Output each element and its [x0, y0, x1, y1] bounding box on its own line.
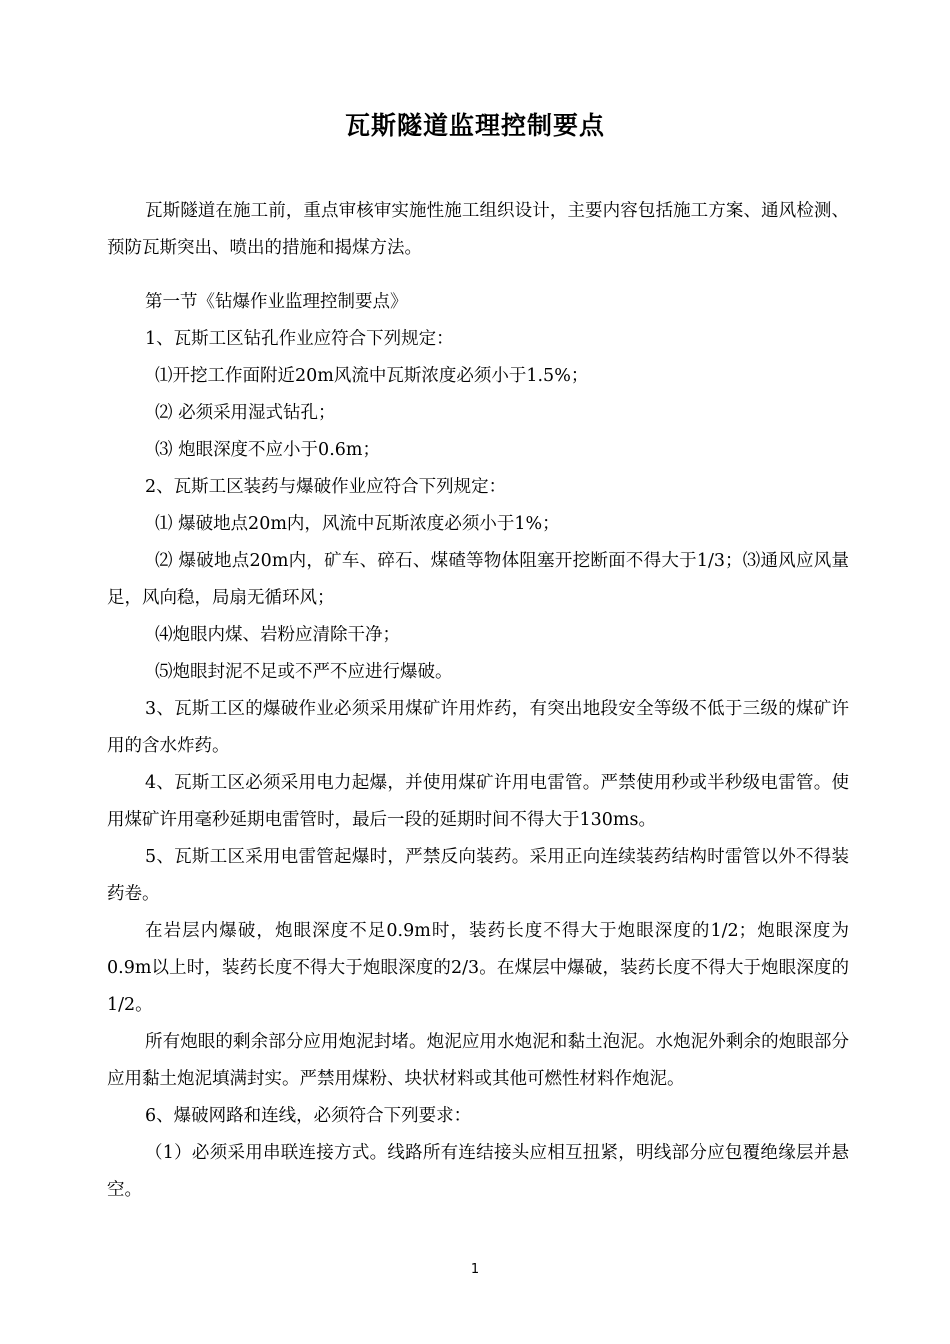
item-6-heading: 6、爆破网路和连线，必须符合下列要求： — [145, 1106, 472, 1126]
item-5-paragraph: 5、瓦斯工区采用电雷管起爆时，严禁反向装药。采用正向连续装药结构时雷管以外不得装药卷。 — [107, 847, 849, 904]
item-2-heading: 2、瓦斯工区装药与爆破作业应符合下列规定： — [145, 477, 507, 497]
item-3-paragraph: 3、瓦斯工区的爆破作业必须采用煤矿许用炸药，有突出地段安全等级不低于三级的煤矿许用的含水炸药。 — [107, 699, 849, 756]
item-2-sub-1: ⑴ 爆破地点20m内，风流中瓦斯浓度必须小于1%； — [155, 514, 560, 534]
item-1-heading: 1、瓦斯工区钻孔作业应符合下列规定： — [145, 329, 454, 349]
item-1-sub-3: ⑶ 炮眼深度不应小于0.6m； — [155, 440, 380, 460]
item-1-sub-1: ⑴开挖工作面附近20m风流中瓦斯浓度必须小于1.5%； — [155, 366, 589, 386]
section-heading: 第一节《钻爆作业监理控制要点》 — [145, 292, 408, 312]
document-body — [107, 193, 849, 1209]
item-2-sub-5: ⑸炮眼封泥不足或不严不应进行爆破。 — [155, 662, 453, 682]
intro-paragraph: 瓦斯隧道在施工前，重点审核审实施性施工组织设计，主要内容包括施工方案、通风检测、预防瓦斯突出、喷出的措施和揭煤方法。 — [107, 201, 849, 258]
document-title: 瓦斯隧道监理控制要点 — [344, 111, 605, 140]
item-1-sub-2: ⑵ 必须采用湿式钻孔； — [155, 403, 336, 423]
page-number: 1 — [470, 1262, 480, 1277]
item-4-paragraph: 4、瓦斯工区必须采用电力起爆，并使用煤矿许用电雷管。严禁使用秒或半秒级电雷管。使用煤矿许用毫秒延期电雷管时，最后一段的延期时间不得大于130ms。 — [107, 773, 849, 830]
stemming-paragraph: 所有炮眼的剩余部分应用炮泥封堵。炮泥应用水炮泥和黏土泡泥。水炮泥外剩余的炮眼部分应用黏土炮泥填满封实。严禁用煤粉、块状材料或其他可燃性材料作炮泥。 — [107, 1032, 849, 1089]
item-2-sub-4: ⑷炮眼内煤、岩粉应清除干净； — [155, 625, 400, 645]
item-6-sub-1: （1）必须采用串联连接方式。线路所有连结接头应相互扭紧，明线部分应包覆绝缘层并悬空。 — [107, 1143, 849, 1200]
item-2-sub-2: ⑵ 爆破地点20m内，矿车、碎石、煤碴等物体阻塞开挖断面不得大于1/3；⑶通风应风量足，风向稳，局扇无循环风； — [107, 551, 849, 608]
rock-blasting-paragraph: 在岩层内爆破，炮眼深度不足0.9m时，装药长度不得大于炮眼深度的1/2；炮眼深度为0.9m以上时，装药长度不得大于炮眼深度的2/3。在煤层中爆破，装药长度不得大于炮眼深度的1/2。 — [107, 921, 849, 1015]
